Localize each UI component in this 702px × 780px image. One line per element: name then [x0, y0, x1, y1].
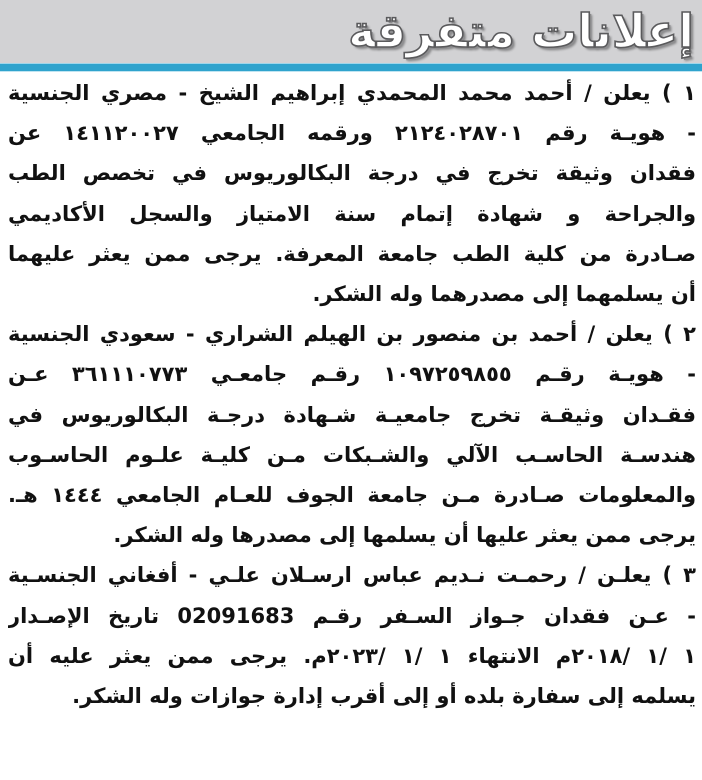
ad-line: فقدان وثيقة تخرج في درجة البكالوريوس في تخصص الطب — [8, 161, 696, 186]
ad-line: - هويـة رقم ٢١٢٤٠٢٨٧٠١ ورقمه الجامعي ١٤١١٢٠٠٢٧ عن — [8, 121, 696, 146]
ad-line: والمعلومات صـادرة مـن جامعة الجوف للعـام الجامعي ١٤٤٤ هـ. — [8, 483, 696, 508]
ad-line: - هويـة رقـم ١٠٩٧٢٥٩٨٥٥ رقـم جامعـي ٣٦١١١٠٧٧٣ عـن — [8, 362, 696, 387]
header-accent-bar — [0, 63, 702, 72]
classified-ads-list — [8, 73, 696, 716]
ad-line: ٣ ) يعلـن / رحمـت نـديم عباس ارسـلان علـي - أفغاني الجنسـية — [8, 563, 696, 588]
ad-line: صـادرة من كلية الطب جامعة المعرفة. يرجى ممن يعثر عليهما — [8, 241, 696, 266]
ad-line: يسلمه إلى سفارة بلده أو إلى أقرب إدارة جوازات وله الشكر. — [72, 684, 696, 709]
ad-line: ٢ ) يعلن / أحمد بن منصور بن الهيلم الشراري - سعودي الجنسية — [8, 322, 696, 347]
ad-line: والجراحة و شهادة إتمام سنة الامتياز والسجل الأكاديمي — [8, 201, 696, 226]
ad-line: هندسـة الحاسـب الآلي والشـبكات مـن كليـة علـوم الحاسـوب — [8, 442, 696, 467]
ad-line: - عـن فقدان جـواز السـفر رقـم 02091683 تاريخ الإصـدار — [8, 603, 696, 628]
classified-ad-3 — [8, 555, 696, 716]
ad-line: يرجى ممن يعثر عليها أن يسلمها إلى مصدرها وله الشكر. — [113, 523, 696, 548]
ad-line: أن يسلمهما إلى مصدرهما وله الشكر. — [312, 282, 696, 307]
classified-ad-1 — [8, 73, 696, 314]
classified-ad-2 — [8, 314, 696, 555]
ad-line: ١ /١ /٢٠١٨م الانتهاء ١ /١ /٢٠٢٣م. يرجى ممن يعثر عليه أن — [8, 643, 696, 668]
section-title: إعلانات متفرقة — [348, 4, 694, 58]
ad-line: فقـدان وثيقـة تخرج جامعيـة شـهادة درجـة البكالوريوس في — [8, 402, 696, 427]
ad-line: ١ ) يعلن / أحمد محمد المحمدي إبراهيم الشيخ - مصري الجنسية — [8, 81, 696, 105]
section-header — [0, 0, 702, 63]
